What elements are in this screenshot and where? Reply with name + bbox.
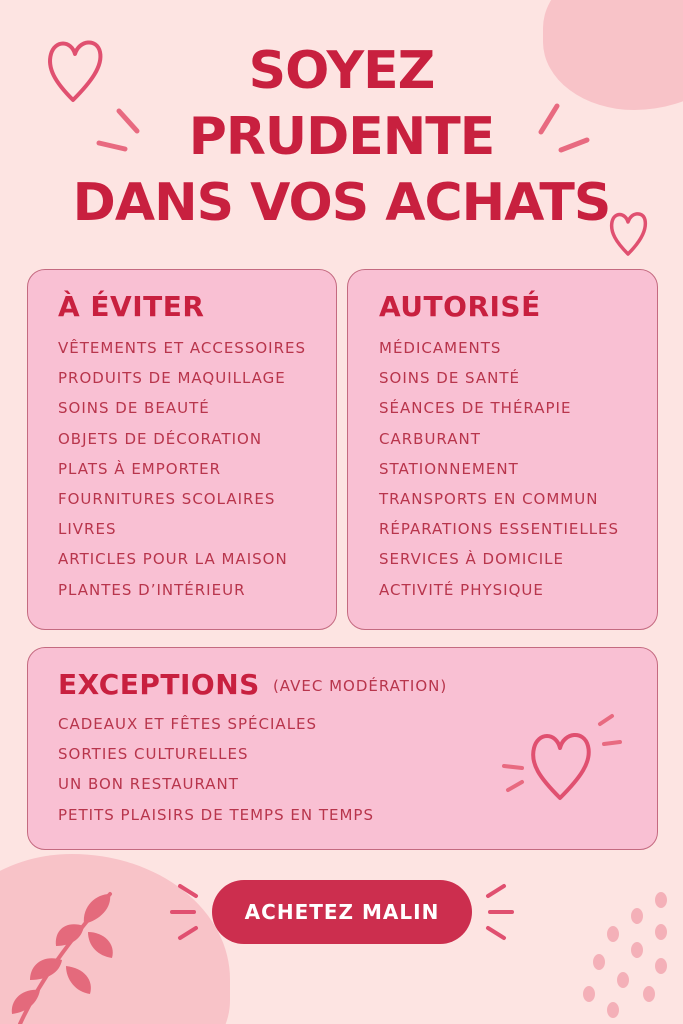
heart-icon (500, 706, 630, 806)
sparkle-lines-icon (478, 880, 518, 944)
list-item: SÉANCES DE THÉRAPIE (379, 399, 572, 418)
list-item: SOINS DE SANTÉ (379, 369, 520, 388)
exceptions-heading: EXCEPTIONS (58, 668, 260, 701)
list-item: PLANTES D’INTÉRIEUR (58, 580, 246, 599)
avoid-heading: À ÉVITER (58, 290, 205, 323)
list-item: VÊTEMENTS ET ACCESSOIRES (58, 339, 306, 357)
list-item: SORTIES CULTURELLES (58, 745, 249, 764)
allowed-list (379, 333, 657, 605)
list-item: RÉPARATIONS ESSENTIELLES (379, 520, 620, 539)
avoid-card (27, 269, 337, 630)
list-item: CADEAUX ET FÊTES SPÉCIALES (58, 715, 318, 733)
leaf-branch-icon (0, 880, 130, 1024)
list-item: LIVRES (58, 520, 117, 539)
title-line-2: PRUDENTE (188, 107, 495, 167)
list-item: FOURNITURES SCOLAIRES (58, 489, 276, 508)
title-line-3: DANS VOS ACHATS (72, 173, 611, 233)
list-item: SOINS DE BEAUTÉ (58, 399, 210, 418)
list-item: PRODUITS DE MAQUILLAGE (58, 369, 286, 388)
title-line-1: SOYEZ (248, 41, 435, 101)
exceptions-card (27, 647, 658, 850)
avoid-list (58, 333, 336, 605)
page-title (0, 38, 683, 236)
sparkle-lines-icon (166, 880, 206, 944)
list-item: ARTICLES POUR LA MAISON (58, 550, 288, 569)
exceptions-note: (AVEC MODÉRATION) (272, 677, 448, 695)
list-item: MÉDICAMENTS (379, 339, 502, 357)
list-item: STATIONNEMENT (379, 459, 519, 478)
list-item: OBJETS DE DÉCORATION (58, 429, 263, 448)
shop-smart-button[interactable]: ACHETEZ MALIN (212, 880, 472, 944)
allowed-card (347, 269, 658, 630)
list-item: PLATS À EMPORTER (58, 459, 221, 478)
list-item: CARBURANT (379, 429, 481, 448)
allowed-heading: AUTORISÉ (379, 290, 541, 323)
list-item: UN BON RESTAURANT (58, 775, 239, 794)
list-item: SERVICES À DOMICILE (379, 550, 565, 569)
list-item: TRANSPORTS EN COMMUN (379, 489, 599, 508)
list-item: PETITS PLAISIRS DE TEMPS EN TEMPS (58, 805, 374, 824)
dots-pattern-icon (565, 890, 675, 1020)
list-item: ACTIVITÉ PHYSIQUE (379, 580, 544, 599)
